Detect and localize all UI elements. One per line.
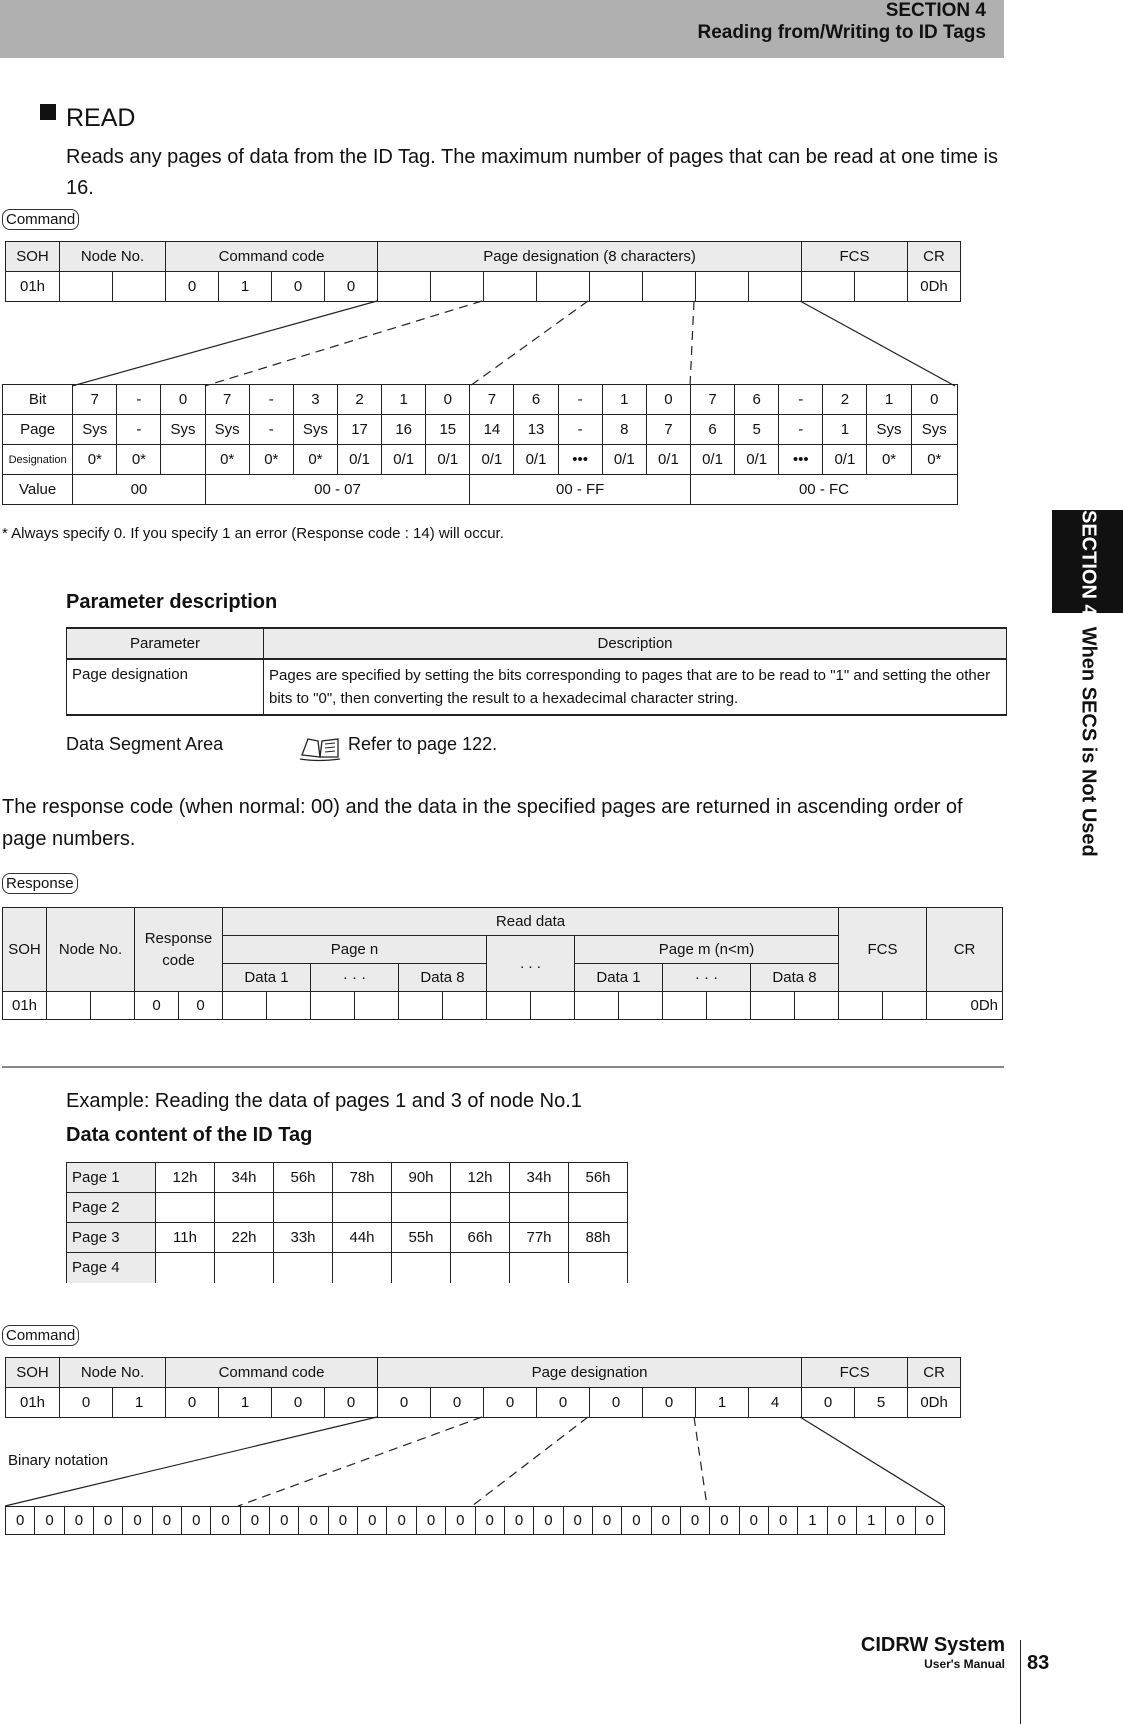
table-cell <box>696 272 749 302</box>
table-cell: Sys <box>867 415 911 445</box>
square-bullet-icon <box>40 104 56 120</box>
table-cell: 1 <box>382 385 426 415</box>
table-cell: - <box>558 415 602 445</box>
cmd-page-header: Page designation (8 characters) <box>378 242 802 272</box>
table-cell <box>839 992 883 1020</box>
table-cell: Pages are specified by setting the bits corresponding to pages that are to be read to "1" and setting the other bits to "0", then converting the result to a hexadecimal character string. <box>264 659 1007 715</box>
tag-content-table <box>66 1162 628 1283</box>
table-cell: 0/1 <box>470 445 514 475</box>
book-reference-icon <box>298 735 342 763</box>
table-cell: 0 <box>135 992 179 1020</box>
table-cell: 0 <box>152 1507 181 1535</box>
table-cell <box>537 272 590 302</box>
table-cell <box>311 992 355 1020</box>
connector-lines-2 <box>0 1416 1000 1508</box>
table-cell: 0 <box>651 1507 680 1535</box>
read-intro: Reads any pages of data from the ID Tag. The maximum number of pages that can be read at one time is 16. <box>66 146 999 199</box>
example-content-title: Data content of the ID Tag <box>66 1124 313 1146</box>
table-cell: 0 <box>827 1507 856 1535</box>
table-cell: 17 <box>337 415 381 445</box>
table-cell <box>643 272 696 302</box>
table-cell <box>751 992 795 1020</box>
table-cell: 0 <box>6 1507 35 1535</box>
table-cell: 11h <box>156 1223 215 1253</box>
page-number: 83 <box>1027 1652 1050 1674</box>
example-title: Example: Reading the data of pages 1 and 3 of node No.1 <box>66 1090 582 1112</box>
table-cell: 7 <box>73 385 117 415</box>
table-cell: Node No. <box>60 1358 166 1388</box>
table-cell: Page 3 <box>67 1223 156 1253</box>
table-cell: - <box>249 415 293 445</box>
table-cell <box>60 272 113 302</box>
table-cell: SOH <box>3 908 47 992</box>
table-cell: 0 <box>446 1507 475 1535</box>
table-cell <box>575 992 619 1020</box>
table-cell: 0/1 <box>426 445 470 475</box>
table-cell: 56h <box>274 1163 333 1193</box>
table-cell: 16 <box>382 415 426 445</box>
table-cell: Sys <box>161 415 205 445</box>
table-cell: 0 <box>475 1507 504 1535</box>
table-cell: 0 <box>886 1507 915 1535</box>
table-cell <box>619 992 663 1020</box>
table-cell <box>113 272 166 302</box>
table-cell: 0 <box>161 385 205 415</box>
table-cell: 0 <box>431 1388 484 1418</box>
table-cell: Sys <box>73 415 117 445</box>
table-cell: 0/1 <box>735 445 779 475</box>
table-cell: Data 1 <box>223 964 311 992</box>
table-cell: 0/1 <box>337 445 381 475</box>
table-cell: 0 <box>680 1507 709 1535</box>
table-cell: Command code <box>166 1358 378 1388</box>
side-tab-section: SECTION 4 <box>1077 510 1099 616</box>
table-cell: 34h <box>215 1163 274 1193</box>
table-cell: 01h <box>6 1388 60 1418</box>
table-cell: 55h <box>392 1223 451 1253</box>
table-cell: 0* <box>117 445 161 475</box>
table-cell: 1 <box>602 385 646 415</box>
table-cell: 0 <box>768 1507 797 1535</box>
table-cell: 6 <box>690 415 734 445</box>
table-cell: 0 <box>646 385 690 415</box>
table-cell: Sys <box>293 415 337 445</box>
table-cell: Parameter <box>67 628 264 659</box>
table-cell: 0/1 <box>602 445 646 475</box>
table-cell <box>267 992 311 1020</box>
binary-label: Binary notation <box>8 1452 109 1469</box>
table-cell: 0 <box>739 1507 768 1535</box>
table-cell: - <box>558 385 602 415</box>
table-cell: 6 <box>735 385 779 415</box>
cmd-cr-value: 0Dh <box>908 272 961 302</box>
table-cell: 0Dh <box>908 1388 961 1418</box>
table-cell: 44h <box>333 1223 392 1253</box>
table-cell: 2 <box>337 385 381 415</box>
command-badge: Command <box>2 209 79 230</box>
table-cell <box>431 272 484 302</box>
table-cell: 0 <box>325 272 378 302</box>
table-cell: 0 <box>387 1507 416 1535</box>
table-cell: 7 <box>470 385 514 415</box>
response-badge: Response <box>2 873 78 894</box>
table-cell: CR <box>908 1358 961 1388</box>
table-cell: 0 <box>504 1507 533 1535</box>
table-cell <box>855 272 908 302</box>
table-cell <box>802 272 855 302</box>
section-number: SECTION 4 <box>885 0 986 21</box>
table-cell: 0 <box>592 1507 621 1535</box>
response-table <box>2 907 1003 1020</box>
table-cell <box>883 992 927 1020</box>
table-cell: FCS <box>802 1358 908 1388</box>
table-cell: Page designation <box>67 659 264 715</box>
bit-table <box>2 384 958 505</box>
table-cell: 0/1 <box>382 445 426 475</box>
table-cell <box>749 272 802 302</box>
table-cell: Page designation <box>378 1358 802 1388</box>
table-cell: Description <box>264 628 1007 659</box>
table-cell: ••• <box>558 445 602 475</box>
cmd-soh-header: SOH <box>6 242 60 272</box>
command-badge-2: Command <box>2 1325 79 1346</box>
table-cell <box>443 992 487 1020</box>
table-cell: 0/1 <box>690 445 734 475</box>
table-cell: 0 <box>299 1507 328 1535</box>
table-cell <box>156 1253 215 1283</box>
table-cell: · · · <box>311 964 399 992</box>
cmd-code-header: Command code <box>166 242 378 272</box>
table-cell: 15 <box>426 415 470 445</box>
binary-table <box>5 1506 945 1535</box>
table-cell <box>451 1253 510 1283</box>
table-cell: 56h <box>569 1163 628 1193</box>
table-cell <box>392 1193 451 1223</box>
table-cell: Data 1 <box>575 964 663 992</box>
table-cell: Page <box>3 415 73 445</box>
table-cell: Sys <box>205 415 249 445</box>
table-cell: FCS <box>839 908 927 992</box>
table-cell: 4 <box>749 1388 802 1418</box>
table-cell: 0 <box>416 1507 445 1535</box>
table-cell: 1 <box>113 1388 166 1418</box>
table-cell: 1 <box>823 415 867 445</box>
table-cell: 00 - FC <box>690 475 957 505</box>
table-cell <box>569 1253 628 1283</box>
table-cell: - <box>249 385 293 415</box>
data-segment-ref: Refer to page 122. <box>348 734 498 754</box>
table-cell: - <box>117 385 161 415</box>
table-cell: 0 <box>802 1388 855 1418</box>
table-cell: - <box>117 415 161 445</box>
cmd-soh-value: 01h <box>6 272 60 302</box>
side-tab-title: When SECS is Not Used <box>1077 626 1099 857</box>
table-cell: . . . <box>487 936 575 992</box>
footer-product: CIDRW System User's Manual <box>860 1634 1005 1671</box>
table-cell: 77h <box>510 1223 569 1253</box>
table-cell: 0* <box>205 445 249 475</box>
footnote: * Always specify 0. If you specify 1 an error (Response code : 14) will occur. <box>2 525 504 542</box>
table-cell <box>223 992 267 1020</box>
table-cell: 12h <box>156 1163 215 1193</box>
table-cell: 0* <box>911 445 957 475</box>
table-cell: 0 <box>563 1507 592 1535</box>
table-cell: 88h <box>569 1223 628 1253</box>
table-cell: Page n <box>223 936 487 964</box>
table-cell: 1 <box>867 385 911 415</box>
cmd-node-header: Node No. <box>60 242 166 272</box>
table-cell: 33h <box>274 1223 333 1253</box>
table-cell <box>569 1193 628 1223</box>
response-text: The response code (when normal: 00) and the data in the specified pages are returned in ascending order of page numbers. <box>2 796 963 850</box>
table-cell <box>663 992 707 1020</box>
table-cell <box>156 1193 215 1223</box>
table-cell: 0 <box>484 1388 537 1418</box>
table-cell: 0 <box>94 1507 123 1535</box>
connector-lines-1 <box>0 300 1000 388</box>
table-cell: 1 <box>798 1507 827 1535</box>
table-cell <box>392 1253 451 1283</box>
table-cell: 0/1 <box>646 445 690 475</box>
table-cell: 0 <box>426 385 470 415</box>
param-table <box>66 627 1007 716</box>
table-cell: Bit <box>3 385 73 415</box>
table-cell: 1 <box>219 272 272 302</box>
table-cell: 0 <box>378 1388 431 1418</box>
table-cell <box>484 272 537 302</box>
side-tab-text <box>1052 510 1123 870</box>
table-cell: 0 <box>272 272 325 302</box>
table-cell: 0* <box>73 445 117 475</box>
table-cell: 0 <box>60 1388 113 1418</box>
table-cell: Node No. <box>47 908 135 992</box>
table-cell: 0 <box>211 1507 240 1535</box>
param-title: Parameter description <box>66 591 278 613</box>
table-cell: 0 <box>915 1507 944 1535</box>
table-cell: Read data <box>223 908 839 936</box>
table-cell: 0 <box>710 1507 739 1535</box>
table-cell: 0 <box>358 1507 387 1535</box>
section-header <box>0 0 1004 58</box>
table-cell <box>510 1253 569 1283</box>
table-cell: 14 <box>470 415 514 445</box>
table-cell: 0 <box>272 1388 325 1418</box>
table-cell <box>47 992 91 1020</box>
table-cell: Response code <box>135 908 223 992</box>
table-cell <box>707 992 751 1020</box>
divider <box>2 1066 1004 1068</box>
table-cell <box>333 1253 392 1283</box>
table-cell: 5 <box>855 1388 908 1418</box>
table-cell <box>378 272 431 302</box>
table-cell: 1 <box>219 1388 272 1418</box>
table-cell <box>215 1193 274 1223</box>
table-cell: 0 <box>537 1388 590 1418</box>
table-cell: 0 <box>179 992 223 1020</box>
read-heading: READ <box>66 104 136 132</box>
table-cell <box>355 992 399 1020</box>
table-cell: Data 8 <box>399 964 487 992</box>
table-cell: 0/1 <box>823 445 867 475</box>
table-cell <box>274 1253 333 1283</box>
table-cell: 0* <box>867 445 911 475</box>
table-cell: 0 <box>166 272 219 302</box>
cmd-fcs-header: FCS <box>802 242 908 272</box>
table-cell: 0 <box>328 1507 357 1535</box>
table-cell: 0 <box>534 1507 563 1535</box>
table-cell: 7 <box>646 415 690 445</box>
table-cell <box>795 992 839 1020</box>
table-cell: SOH <box>6 1358 60 1388</box>
table-cell: 0 <box>64 1507 93 1535</box>
command-table <box>5 241 961 302</box>
table-cell: 7 <box>690 385 734 415</box>
table-cell: ••• <box>779 445 823 475</box>
table-cell: 00 - 07 <box>205 475 470 505</box>
table-cell: Page 4 <box>67 1253 156 1283</box>
table-cell: 0 <box>325 1388 378 1418</box>
footer-rule <box>1020 1640 1021 1724</box>
table-cell: 34h <box>510 1163 569 1193</box>
table-cell: Page 2 <box>67 1193 156 1223</box>
table-cell <box>274 1193 333 1223</box>
table-cell: 13 <box>514 415 558 445</box>
table-cell: 01h <box>3 992 47 1020</box>
table-cell: 0* <box>249 445 293 475</box>
table-cell <box>333 1193 392 1223</box>
table-cell: 0 <box>240 1507 269 1535</box>
table-cell: 0 <box>270 1507 299 1535</box>
command-table-2 <box>5 1357 961 1418</box>
table-cell: 0 <box>35 1507 64 1535</box>
cmd-cr-header: CR <box>908 242 961 272</box>
table-cell: 0* <box>293 445 337 475</box>
table-cell: 0/1 <box>514 445 558 475</box>
table-cell: 8 <box>602 415 646 445</box>
table-cell <box>590 272 643 302</box>
table-cell: 0 <box>643 1388 696 1418</box>
table-cell: 90h <box>392 1163 451 1193</box>
table-cell <box>487 992 531 1020</box>
table-cell: 00 - FF <box>470 475 691 505</box>
table-cell: 0 <box>166 1388 219 1418</box>
table-cell: 7 <box>205 385 249 415</box>
table-cell: 00 <box>73 475 205 505</box>
table-cell: 66h <box>451 1223 510 1253</box>
table-cell: Value <box>3 475 73 505</box>
table-cell: - <box>779 385 823 415</box>
table-cell: - <box>779 415 823 445</box>
table-cell: 0 <box>622 1507 651 1535</box>
table-cell: 78h <box>333 1163 392 1193</box>
table-cell: 5 <box>735 415 779 445</box>
table-cell: 0 <box>911 385 957 415</box>
table-cell: 6 <box>514 385 558 415</box>
table-cell: 1 <box>856 1507 885 1535</box>
table-cell: 2 <box>823 385 867 415</box>
table-cell <box>161 445 205 475</box>
table-cell: 12h <box>451 1163 510 1193</box>
table-cell <box>215 1253 274 1283</box>
table-cell: 3 <box>293 385 337 415</box>
table-cell: 0Dh <box>927 992 1003 1020</box>
table-cell: · · · <box>663 964 751 992</box>
table-cell <box>451 1193 510 1223</box>
table-cell: Data 8 <box>751 964 839 992</box>
section-title: Reading from/Writing to ID Tags <box>697 22 986 43</box>
table-cell <box>91 992 135 1020</box>
table-cell: 0 <box>590 1388 643 1418</box>
table-cell: 1 <box>696 1388 749 1418</box>
table-cell: 22h <box>215 1223 274 1253</box>
table-cell: Page 1 <box>67 1163 156 1193</box>
table-cell <box>399 992 443 1020</box>
table-cell: 0 <box>182 1507 211 1535</box>
table-cell: Designation <box>3 445 73 475</box>
table-cell: Sys <box>911 415 957 445</box>
table-cell: 0 <box>123 1507 152 1535</box>
table-cell: CR <box>927 908 1003 992</box>
table-cell <box>510 1193 569 1223</box>
data-segment-label: Data Segment Area <box>66 734 224 754</box>
table-cell: Page m (n<m) <box>575 936 839 964</box>
table-cell <box>531 992 575 1020</box>
